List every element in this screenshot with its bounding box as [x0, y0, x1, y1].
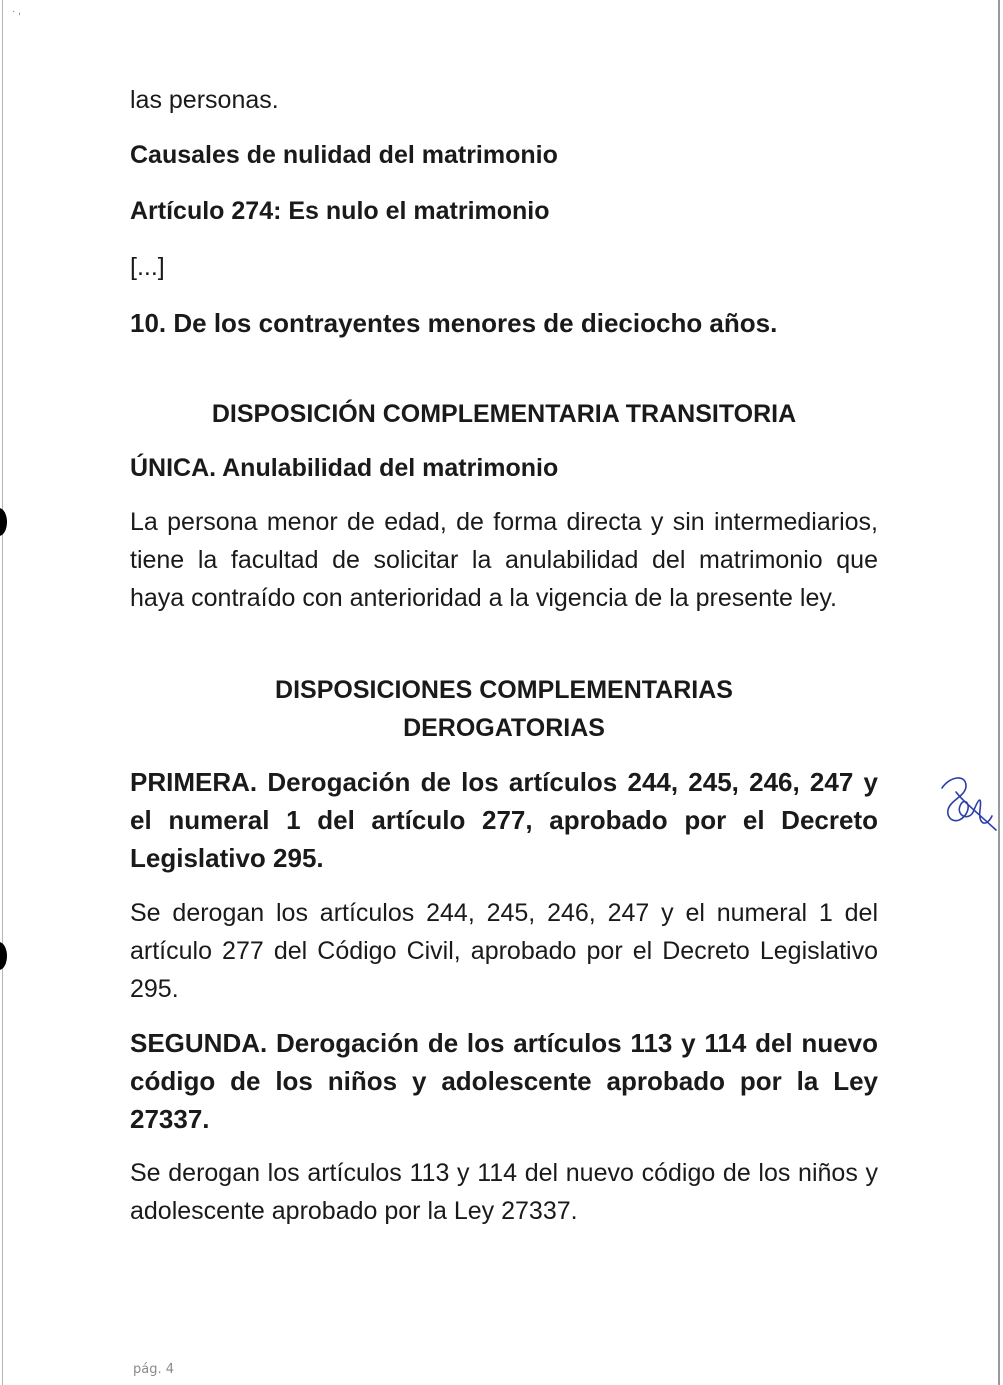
scan-artifact-mark: · , — [12, 6, 21, 17]
derogatory-title-line1: DISPOSICIONES COMPLEMENTARIAS — [275, 676, 733, 704]
page-number: pág. 4 — [133, 1362, 175, 1377]
unica-paragraph: La persona menor de edad, de forma directa y sin intermediarios, tiene la facultad de solicitar la anulabilidad del matrimonio que haya contraído con anterioridad a la vigencia de la presente ley. — [130, 508, 878, 612]
page-edge-left — [2, 0, 3, 1385]
unica-heading: ÚNICA. Anulabilidad del matrimonio — [130, 454, 559, 482]
item-10: 10. De los contrayentes menores de dieciocho años. — [130, 308, 778, 338]
binder-hole-bottom — [0, 942, 7, 970]
transitory-title: DISPOSICIÓN COMPLEMENTARIA TRANSITORIA — [211, 400, 797, 428]
page-edge-right — [998, 0, 1000, 1385]
binder-hole-top — [0, 508, 7, 536]
segunda-heading: SEGUNDA. Derogación de los artículos 113 y 114 del nuevo código de los niños y adolescente aprobado por la Ley 27337. — [130, 1028, 878, 1134]
primera-heading: PRIMERA. Derogación de los artículos 244, 245, 246, 247 y el numeral 1 del artículo 277, aprobado por el Decreto Legislativo 295. — [130, 767, 878, 873]
handwritten-signature — [936, 770, 998, 836]
derogatory-title-line2: DEROGATORIAS — [403, 714, 605, 742]
section-heading: Causales de nulidad del matrimonio — [130, 141, 558, 169]
ellipsis-marker: [...] — [130, 253, 165, 281]
segunda-paragraph: Se derogan los artículos 113 y 114 del nuevo código de los niños y adolescente aprobado por la Ley 27337. — [130, 1159, 878, 1225]
intro-line: las personas. — [130, 86, 279, 114]
article-heading: Artículo 274: Es nulo el matrimonio — [130, 197, 550, 225]
primera-paragraph: Se derogan los artículos 244, 245, 246, 247 y el numeral 1 del artículo 277 del Código Civil, aprobado por el Decreto Legislativo 295. — [130, 899, 878, 1003]
